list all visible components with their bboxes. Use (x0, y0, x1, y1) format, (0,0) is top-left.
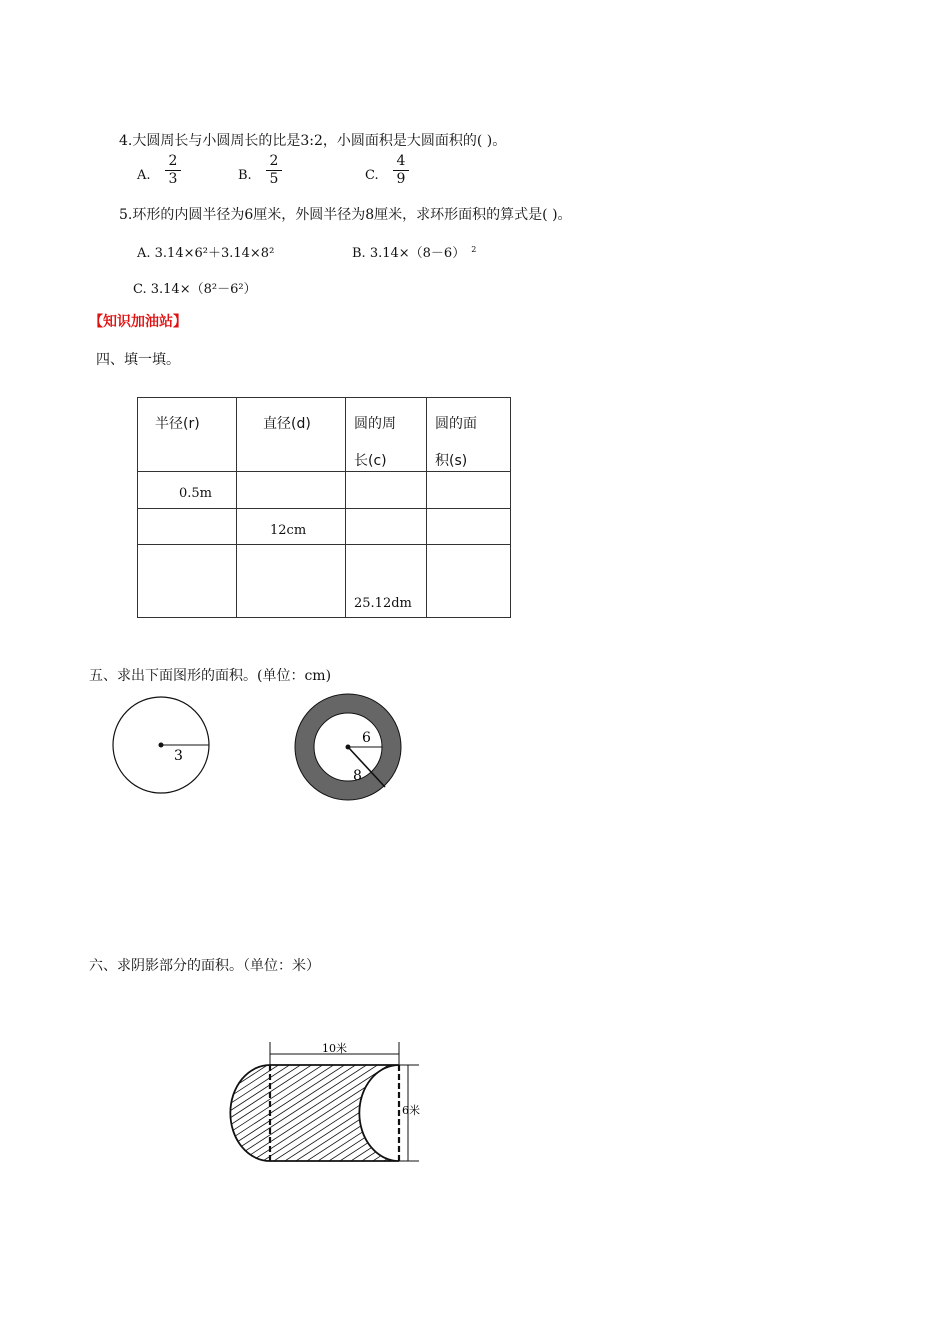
q4-option-a-label: A. (137, 168, 151, 183)
cell-diameter-value: 12cm (270, 523, 307, 538)
header-circumference-line2: 长(c) (354, 453, 387, 469)
width-label: 10米 (322, 1042, 347, 1055)
q4-option-c-numerator: 4 (396, 153, 406, 169)
cell-blank (427, 509, 511, 545)
table-row (138, 545, 511, 618)
header-area-line2: 积(s) (435, 453, 468, 469)
cell-blank (138, 509, 237, 545)
section-5-figures (100, 690, 420, 820)
ring-figure (295, 694, 401, 800)
q4-option-a-fraction (165, 154, 181, 187)
cell-blank (237, 472, 346, 509)
q5-option-b (352, 242, 476, 261)
cell-circumference-value: 25.12dm (354, 596, 412, 611)
q4-option-a-numerator: 2 (168, 153, 178, 169)
table-row (138, 472, 511, 509)
q4-option-b-denominator: 5 (269, 171, 279, 187)
header-circumference-line1: 圆的周 (354, 416, 396, 432)
table-row (138, 509, 511, 545)
shaded-region-figure (225, 1040, 435, 1170)
q5-option-a: A. 3.14×6²＋3.14×8² (137, 246, 275, 261)
cell-blank (346, 472, 427, 509)
hatch-line (425, 1040, 435, 1170)
section-6-title: 六、求阴影部分的面积。（单位：米） (89, 958, 320, 974)
header-area-line1: 圆的面 (435, 416, 477, 432)
question-4-text: 4.大圆周长与小圆周长的比是3:2，小圆面积是大圆面积的( )。 (119, 133, 507, 149)
q5-option-b-exponent: 2 (471, 244, 477, 254)
q4-option-b-fraction (266, 154, 282, 187)
circle-table (137, 397, 511, 618)
ring-outer-radius-label: 8 (353, 768, 362, 784)
q4-option-b-label: B. (238, 168, 252, 183)
table-header-row (138, 398, 511, 472)
header-radius: 半径(r) (155, 416, 200, 432)
q4-option-c-denominator: 9 (396, 171, 406, 187)
ring-inner-radius-label: 6 (362, 730, 371, 746)
q5-option-c: C. 3.14×（8²－6²） (133, 282, 257, 297)
header-diameter: 直径(d) (263, 416, 311, 432)
section-4-title: 四、填一填。 (96, 352, 180, 368)
knowledge-station-tag: 【知识加油站】 (89, 314, 187, 330)
circle-figure (113, 697, 209, 793)
height-label: 6米 (402, 1104, 420, 1117)
q4-option-c-label: C. (365, 168, 379, 183)
cell-radius-value: 0.5m (179, 486, 213, 501)
cell-blank (427, 545, 511, 618)
q4-option-b-numerator: 2 (269, 153, 279, 169)
q4-option-a-denominator: 3 (168, 171, 178, 187)
section-5-title: 五、求出下面图形的面积。(单位：cm) (89, 668, 332, 684)
q4-option-c-fraction (393, 154, 409, 187)
cell-blank (427, 472, 511, 509)
question-5-text: 5.环形的内圆半径为6厘米，外圆半径为8厘米，求环形面积的算式是( )。 (119, 207, 572, 223)
q5-option-b-text: B. 3.14×（8－6） (352, 246, 466, 261)
cell-blank (138, 545, 237, 618)
cell-blank (237, 545, 346, 618)
circle-radius-label: 3 (174, 748, 183, 764)
cell-blank (346, 509, 427, 545)
